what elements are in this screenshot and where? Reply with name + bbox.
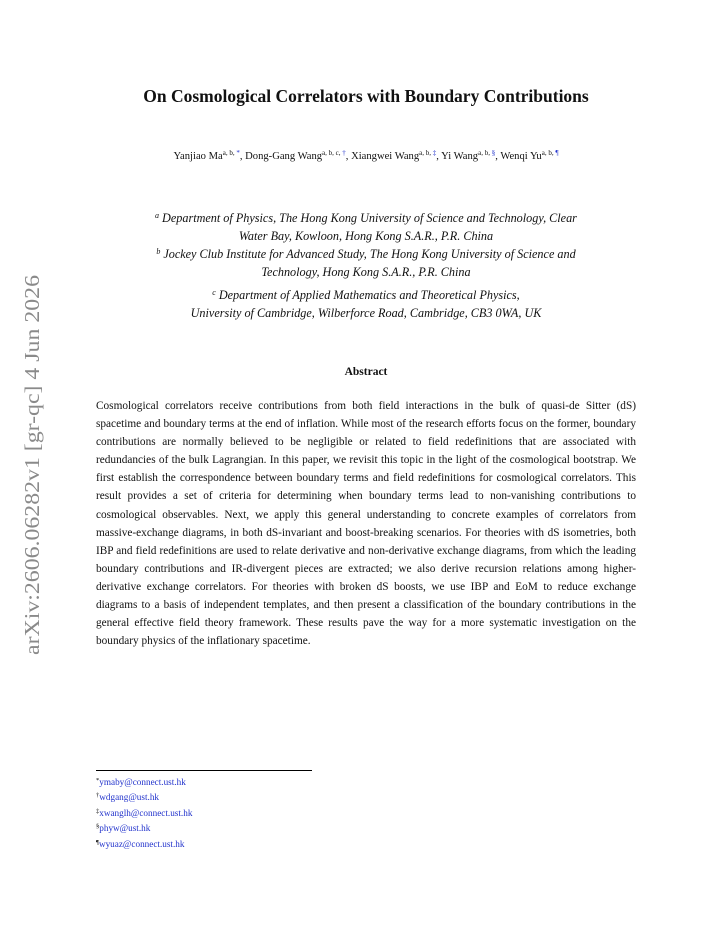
email-link[interactable]: xwanglh@connect.ust.hk [99,807,193,818]
footnote-link[interactable]: * [236,149,240,157]
footnote: ¶wyuaz@connect.ust.hk [96,838,185,849]
affiliation: $^b$ Jockey Club Institute for Advanced Study, The Hong Kong University of Science and Technology, Hong Kong S.A.R., P.R. China [156,247,576,279]
author-list [60,151,672,162]
author: Yi Wang$^{a, b, \S}$, [441,149,501,162]
footnote: §phyw@ust.hk [96,823,151,834]
email-link[interactable]: phyw@ust.hk [99,823,151,834]
author: Wenqi $Yu^{a, b, \P}$ [500,149,559,162]
email-link[interactable]: wyuaz@connect.ust.hk [98,838,185,849]
affiliation-list [96,209,636,322]
footnote-link[interactable]: † [342,149,346,157]
abstract-heading: Abstract [344,366,388,378]
footnote-link[interactable]: § [491,149,496,157]
author: Yanjiao $Ma^{a, b, *}$, [173,149,246,162]
footnote-link[interactable]: ‡ [432,149,437,157]
author: Xiangwei Wang$^{a, b, \ddagger}$, [351,149,442,162]
paper-title: On Cosmological Correlators with Boundary Contributions [143,86,589,106]
arxiv-sidebar-stamp [10,270,50,660]
footnote-list [96,774,192,851]
author: Dong-Gang Wang$^{a, b, c, \dagger}$, [245,149,352,162]
affiliation: $^a$ Department of Physics, The Hong Kong University of Science and Technology, Clear Water Bay, Kowloon, Hong Kong S.A.R., P.R. China [155,211,577,243]
email-link[interactable]: wdgang@ust.hk [99,792,160,803]
footnote-link[interactable]: ¶ [555,149,559,157]
affiliation: $^c$ Department of Applied Mathematics and Theoretical Physics, University of Cambridge, Wilberforce Road, Cambridge, CB3 0WA, UK [190,288,542,320]
footnote: ‡xwanglh@connect.ust.hk [96,807,193,818]
abstract-text: Cosmological correlators receive contributions from both field interactions in the bulk of quasi-de Sitter (dS) spacetime and boundary terms at the end of inflation. While most of the research efforts focus on the former, boundary contributions are normally believed to be negligible or related to field redefinitions that are associated with redundancies of the bulk Lagrangian. In this paper, we revisit this topic in the light of the cosmological bootstrap. We first establish the correspondence between boundary terms and field redefinitions for cosmological correlators. This result provides a set of criteria for determining when boundary terms lead to non-vanishing contributions to cosmological observables. Next, we apply this general understanding to concrete examples of correlators from massive-exchange diagrams, in both dS-invariant and boost-breaking scenarios. For theories with dS isometries, both IBP and field redefinitions are used to relate derivative and non-derivative exchange diagrams, from which the leading boundary contributions and IR-divergent pieces are extracted; we also derive recursion relations among higher-derivative exchange correlators. For theories with broken dS boosts, we use IBP and EoM to reduce exchange diagrams to a basis of independent templates, and then present a classification of the boundary contributions in the general effective field theory framework. These results pave the way for a more systematic investigation on the boundary physics of the inflationary spacetime. [96,400,636,648]
arxiv-identifier: arXiv:2606.06282v1 [gr-qc] 4 Jun 2026 [20,320,44,655]
footnote: †wdgang@ust.hk [96,792,160,803]
footnote: *ymaby@connect.ust.hk [96,777,186,787]
footnote-rule [96,770,312,771]
email-link[interactable]: ymaby@connect.ust.hk [99,777,186,787]
